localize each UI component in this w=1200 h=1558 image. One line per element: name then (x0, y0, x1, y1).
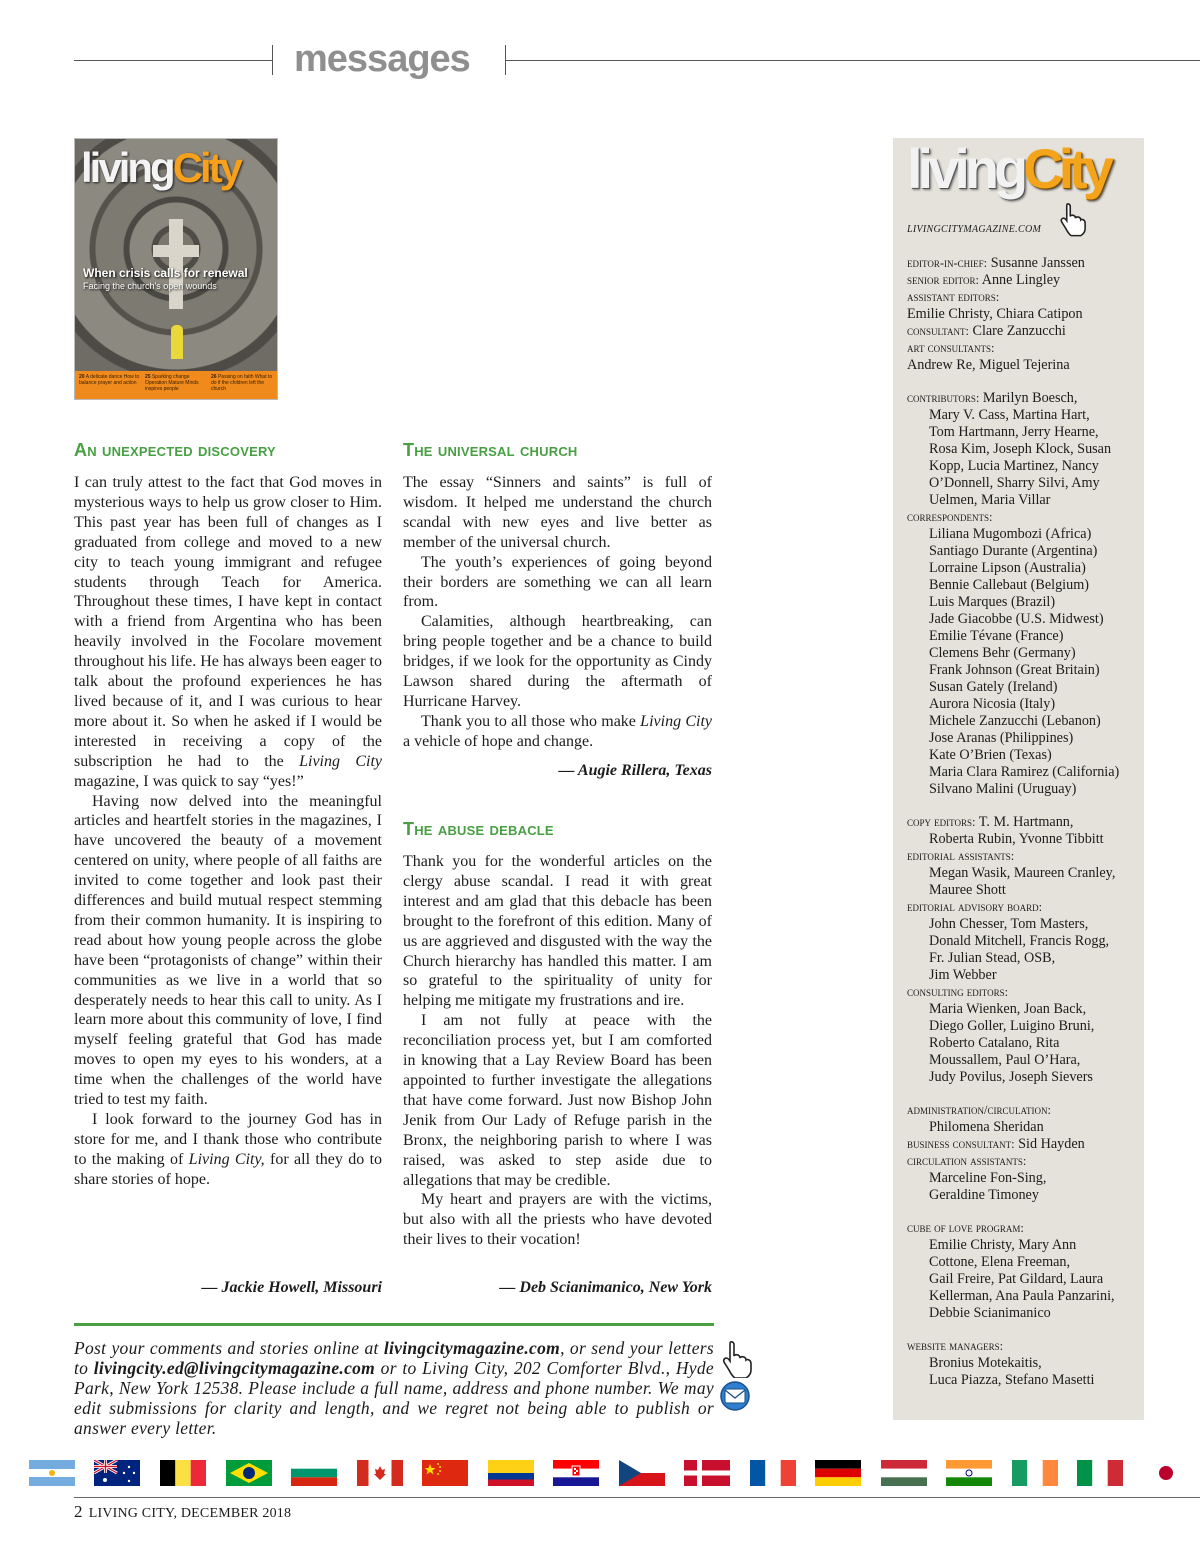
signature-jackie-howell: — Jackie Howell, Missouri (201, 1279, 382, 1296)
staff-contributors: contributors: Marilyn Boesch, (907, 390, 1078, 406)
staff-administration-role: administration/circulation: (907, 1103, 1051, 1117)
masthead-staff-list (907, 255, 1142, 1389)
brazil-flag (226, 1460, 272, 1486)
list-item: Roberta Rubin, Yvonne Tibbitt (929, 831, 1104, 847)
heading-universal-church: The universal church (403, 440, 578, 460)
list-item: Moussallem, Paul O’Hara, (929, 1052, 1081, 1068)
cover-teaser: 20 A delicate dance How to balance prayer and action (79, 374, 140, 386)
list-item: Megan Wasik, Maureen Cranley, (929, 865, 1116, 881)
list-item: Cottone, Elena Freeman, (929, 1254, 1071, 1270)
staff-assistant-editors: Emilie Christy, Chiara Catipon (907, 306, 1083, 322)
staff-art-consultants: Andrew Re, Miguel Tejerina (907, 357, 1070, 373)
list-item: Emilie Tévane (France) (929, 628, 1064, 644)
magazine-cover[interactable] (74, 138, 278, 400)
list-item: Tom Hartmann, Jerry Hearne, (929, 424, 1099, 440)
letter-abuse-debacle (403, 852, 712, 1250)
list-item: Jose Aranas (Philippines) (929, 730, 1074, 746)
footer-rule (74, 1497, 1200, 1498)
submission-note: Post your comments and stories online at livingcitymagazine.com, or send your letters to livingcity.ed@livingcitymagazine.com or to Living City, 202 Comforter Blvd., Hyde Park, New York 12538. Please include a full name, address and phone number. We may edit submissions for clarity and length, and we regret not being able to publish or answer every letter. (74, 1338, 714, 1438)
staff-assistant-editors-role: assistant editors: (907, 290, 1000, 304)
list-item: John Chesser, Tom Masters, (929, 916, 1089, 932)
list-item: Kellerman, Ana Paula Panzarini, (929, 1288, 1115, 1304)
france-flag (750, 1460, 796, 1486)
email-icon[interactable] (718, 1381, 752, 1411)
cover-headline: When crisis calls for renewal Facing the church's open wounds (83, 266, 248, 291)
list-item: Aurora Nicosia (Italy) (929, 696, 1056, 712)
list-item: Donald Mitchell, Francis Rogg, (929, 933, 1110, 949)
list-item: Bennie Callebaut (Belgium) (929, 577, 1089, 593)
page-number: 2 (74, 1502, 83, 1521)
list-item: Roberto Catalano, Rita (929, 1035, 1060, 1051)
letter-universal-church (403, 473, 712, 752)
staff-circulation-assistants-role: circulation assistants: (907, 1154, 1027, 1168)
staff-cube-of-love-role: cube of love program: (907, 1221, 1024, 1235)
staff-editorial-assistants-role: editorial assistants: (907, 849, 1015, 863)
page-folio (74, 1502, 291, 1522)
staff-business-consultant: business consultant: Sid Hayden (907, 1136, 1085, 1152)
list-item: Mary V. Cass, Martina Hart, (929, 407, 1090, 423)
list-item: Mauree Shott (929, 882, 1006, 898)
list-item: Rosa Kim, Joseph Klock, Susan (929, 441, 1112, 457)
staff-advisory-board-role: editorial advisory board: (907, 900, 1043, 914)
list-item: Maria Wienken, Joan Back, (929, 1001, 1087, 1017)
email-link[interactable]: livingcity.ed@livingcitymagazine.com (93, 1358, 376, 1378)
list-item: Clemens Behr (Germany) (929, 645, 1076, 661)
list-item: Fr. Julian Stead, OSB, (929, 950, 1056, 966)
letter-paragraph: Having now delved into the meaningful articles and heartfelt stories in the magazines, I have uncovered the beauty of a movement centered on unity, where people of all faiths are invited to come together and look past their differences and build mutual respect stemming from their common humanity. It is inspiring to read about how young people across the globe have been “protagonists of change” within their communities as we live in a world that so desperately needs to hear this call to unity. As I learn more about this community of love, I find myself feeling grateful that God has made moves to open my eyes to his wonders, at a time when the challenges of the world have tried to test my faith. (74, 792, 382, 1109)
list-item: Luis Marques (Brazil) (929, 594, 1056, 610)
staff-copy-editors: copy editors: T. M. Hartmann, (907, 814, 1074, 830)
belgium-flag (160, 1460, 206, 1486)
india-flag (946, 1460, 992, 1486)
staff-senior-editor: senior editor: Anne Lingley (907, 272, 1061, 288)
website-link[interactable]: livingcitymagazine.com (383, 1338, 561, 1358)
list-item: Kate O’Brien (Texas) (929, 747, 1052, 763)
list-item: Philomena Sheridan (929, 1119, 1044, 1135)
staff-consultant: consultant: Clare Zanzucchi (907, 323, 1066, 339)
cover-figure (171, 325, 183, 359)
list-item: Frank Johnson (Great Britain) (929, 662, 1100, 678)
list-item: Maria Clara Ramirez (California) (929, 764, 1120, 780)
colombia-flag (488, 1460, 534, 1486)
list-item: Uelmen, Maria Villar (929, 492, 1051, 508)
list-item: Kopp, Lucia Martinez, Nancy (929, 458, 1099, 474)
list-item: Gail Freire, Pat Gildard, Laura (929, 1271, 1104, 1287)
heading-unexpected-discovery: An unexpected discovery (74, 440, 276, 460)
masthead-url[interactable]: LIVINGCITYMAGAZINE.COM (907, 224, 1042, 235)
masthead-panel (893, 138, 1144, 1420)
list-item: Geraldine Timoney (929, 1187, 1039, 1203)
letter-paragraph: The essay “Sinners and saints” is full of wisdom. It helped me understand the church scandal with new eyes and live better as member of the universal church. (403, 474, 712, 551)
list-item: Luca Piazza, Stefano Masetti (929, 1372, 1095, 1388)
croatia-flag (553, 1460, 599, 1486)
section-title: messages (294, 38, 470, 80)
header-rule-right (505, 60, 1200, 61)
letter-paragraph: Thank you to all those who make Living City a vehicle of hope and change. (403, 712, 712, 750)
argentina-flag (29, 1460, 75, 1486)
staff-website-managers-role: website managers: (907, 1339, 1004, 1353)
pointer-hand-icon[interactable] (720, 1340, 752, 1378)
list-item: Emilie Christy, Mary Ann (929, 1237, 1077, 1253)
italy-flag (1077, 1460, 1123, 1486)
list-item: Bronius Motekaitis, (929, 1355, 1042, 1371)
list-item: Jade Giacobbe (U.S. Midwest) (929, 611, 1104, 627)
list-item: Marceline Fon-Sing, (929, 1170, 1047, 1186)
letter-paragraph: I can truly attest to the fact that God moves in mysterious ways to help us grow closer to Him. This past year has been full of changes as I graduated from college and moved to a new city to teach young immigrant and refugee students through Teach for America. Throughout these times, I have kept in contact with a friend from Argentina who has been heavily involved in the Focolare movement throughout his life. He has always been eager to talk about the profound experiences he has lived because of it, and I was curious to hear more about it. So when he asked if I would be interested in receiving a copy of the subscription he had to the Living City magazine, I was quick to say “yes!” (74, 474, 382, 790)
cover-teaser: 25 Sparking change Operation Mature Minds inspires people (145, 374, 199, 392)
staff-consulting-editors-role: consulting editors: (907, 985, 1009, 999)
list-item: Jim Webber (929, 967, 997, 983)
cover-cross-bar (153, 245, 199, 257)
list-item: Debbie Scianimanico (929, 1305, 1051, 1321)
letter-paragraph: My heart and prayers are with the victims, but also with all the priests who have devoted their lives to their vocation! (403, 1191, 712, 1249)
list-item: Susan Gately (Ireland) (929, 679, 1058, 695)
signature-deb-scianimanico: — Deb Scianimanico, New York (499, 1279, 712, 1296)
germany-flag (815, 1460, 861, 1486)
letter-paragraph: I am not fully at peace with the reconciliation process yet, but I am comforted in knowing that a Lay Review Board has been appointed to further investigate the allegations that have come forward. Just now Bishop John Jenik from Our Lady of Refuge parish in the Bronx, the neighboring parish to where I was raised, was asked to step aside due to allegations that may be credible. (403, 1012, 712, 1189)
cover-cross (169, 219, 183, 309)
list-item: Liliana Mugombozi (Africa) (929, 526, 1092, 542)
signature-augie-rillera: — Augie Rillera, Texas (558, 762, 712, 779)
letter-paragraph: Calamities, although heartbreaking, can bring people together and be a chance to build bridges, if we look for the opportunity as Cindy Lawson shared during the aftermath of Hurricane Harvey. (403, 613, 712, 710)
canada-flag (357, 1460, 403, 1486)
list-item: Silvano Malini (Uruguay) (929, 781, 1077, 797)
letter-paragraph: The youth’s experiences of going beyond their borders are something we can all learn from. (403, 553, 712, 611)
denmark-flag (684, 1460, 730, 1486)
list-item: Michele Zanzucchi (Lebanon) (929, 713, 1101, 729)
footer-green-rule (74, 1323, 714, 1326)
header-rule-left (74, 60, 272, 61)
australia-flag (94, 1460, 140, 1486)
china-flag (422, 1460, 468, 1486)
ireland-flag (1012, 1460, 1058, 1486)
letter-paragraph: Thank you for the wonderful articles on the clergy abuse scandal. I read it with great interest and am glad that this debacle has been brought to the forefront of this edition. Many of us are aggrieved and disgusted with the way the Church hierarchy has handled this matter. I am so grateful to the spirituality of unity for helping me mitigate my frustrations and ire. (403, 853, 712, 1010)
list-item: O’Donnell, Sharry Silvi, Amy (929, 475, 1100, 491)
cover-teaser-bar (75, 371, 277, 399)
staff-correspondents-role: correspondents: (907, 510, 993, 524)
publication-date: LIVING CITY, DECEMBER 2018 (88, 1506, 292, 1521)
list-item: Judy Povilus, Joseph Sievers (929, 1069, 1093, 1085)
cover-teaser: 26 Passing on faith What to do if the children left the church (211, 374, 273, 392)
czech-flag (619, 1460, 665, 1486)
hungary-flag (881, 1460, 927, 1486)
staff-editor-in-chief: editor-in-chief: Susanne Janssen (907, 255, 1085, 271)
cover-logo: livingCity (81, 144, 241, 191)
list-item: Lorraine Lipson (Australia) (929, 560, 1086, 576)
bulgaria-flag (291, 1460, 337, 1486)
letter-unexpected-discovery (74, 473, 382, 1190)
japan-flag (1143, 1460, 1189, 1486)
masthead-logo: livingCity (907, 137, 1110, 200)
list-item: Santiago Durante (Argentina) (929, 543, 1098, 559)
letter-paragraph: I look forward to the journey God has in store for me, and I thank those who contribute to the making of Living City, for all they do to share stories of hope. (74, 1111, 383, 1188)
staff-art-consultants-role: art consultants: (907, 341, 995, 355)
heading-abuse-debacle: The abuse debacle (403, 819, 554, 839)
header-tick-left (272, 45, 273, 75)
list-item: Diego Goller, Luigino Bruni, (929, 1018, 1095, 1034)
masthead-pointer-hand-icon[interactable] (1058, 200, 1086, 238)
